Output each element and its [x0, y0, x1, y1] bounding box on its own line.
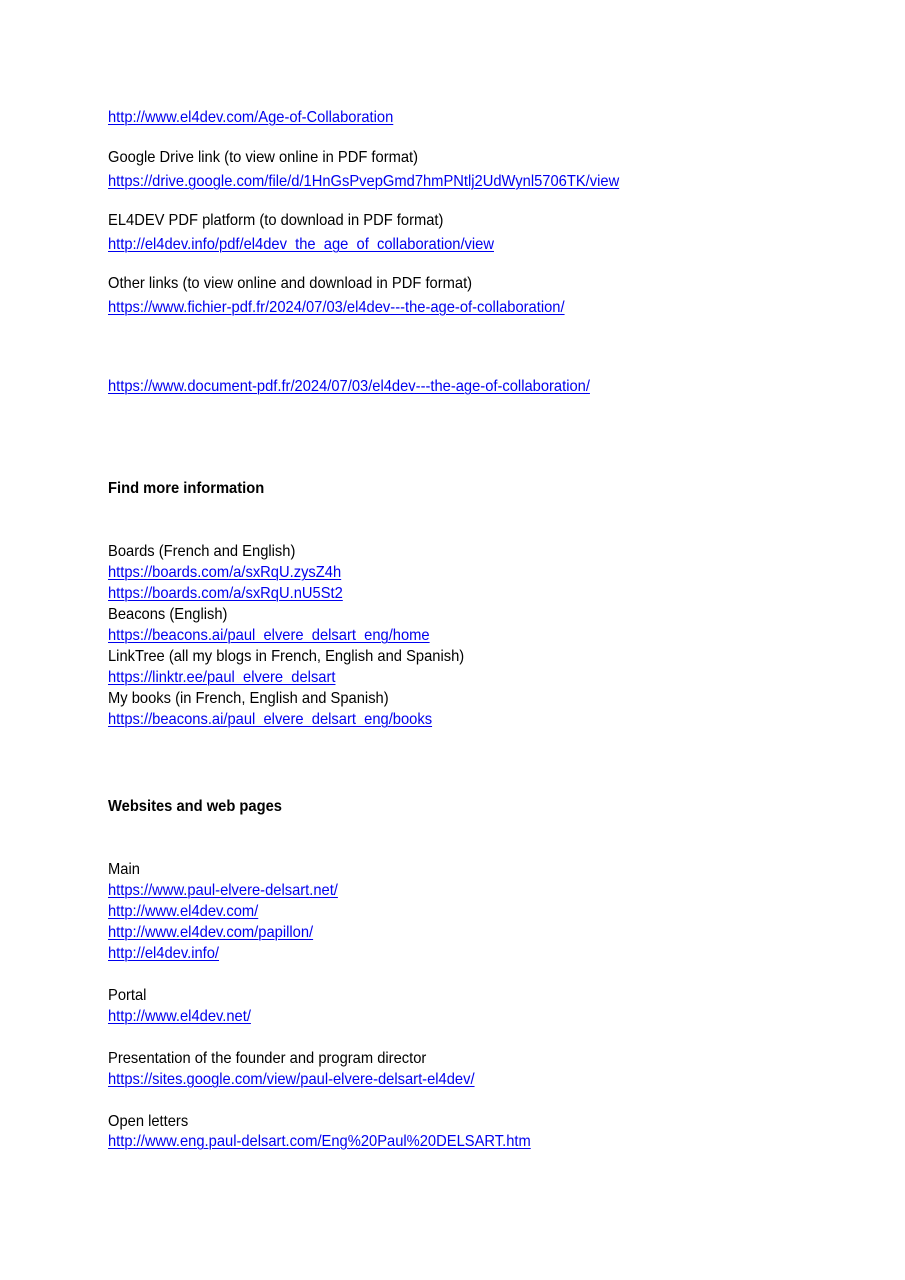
open-letters-link[interactable]: http://www.eng.paul-delsart.com/Eng%20Paul%20DELSART.htm	[108, 1133, 531, 1150]
portal-link[interactable]: http://www.el4dev.net/	[108, 1008, 251, 1025]
founder-link[interactable]: https://sites.google.com/view/paul-elvere-delsart-el4dev/	[108, 1071, 475, 1088]
boards-link-2[interactable]: https://boards.com/a/sxRqU.nU5St2	[108, 585, 343, 602]
google-drive-label: Google Drive link (to view online in PDF format)	[108, 149, 419, 166]
linktree-link[interactable]: https://linktr.ee/paul_elvere_delsart	[108, 669, 336, 686]
beacons-link[interactable]: https://beacons.ai/paul_elvere_delsart_eng/home	[108, 627, 430, 644]
books-link[interactable]: https://beacons.ai/paul_elvere_delsart_eng/books	[108, 711, 433, 728]
portal-label: Portal	[108, 987, 147, 1004]
websites-heading: Websites and web pages	[108, 798, 282, 815]
main-link-papillon[interactable]: http://www.el4dev.com/papillon/	[108, 924, 314, 941]
el4dev-platform-label: EL4DEV PDF platform (to download in PDF format)	[108, 212, 444, 229]
books-label: My books (in French, English and Spanish)	[108, 690, 389, 707]
el4dev-platform-link[interactable]: http://el4dev.info/pdf/el4dev_the_age_of_collaboration/view	[108, 236, 494, 253]
other-links-label: Other links (to view online and download in PDF format)	[108, 275, 473, 292]
linktree-label: LinkTree (all my blogs in French, English and Spanish)	[108, 648, 465, 665]
document-pdf-link[interactable]: https://www.document-pdf.fr/2024/07/03/el4dev---the-age-of-collaboration/	[108, 378, 590, 395]
boards-label: Boards (French and English)	[108, 543, 296, 560]
fichier-pdf-link[interactable]: https://www.fichier-pdf.fr/2024/07/03/el4dev---the-age-of-collaboration/	[108, 299, 565, 316]
find-more-heading: Find more information	[108, 480, 265, 497]
boards-link-1[interactable]: https://boards.com/a/sxRqU.zysZ4h	[108, 564, 342, 581]
main-link-el4dev-info[interactable]: http://el4dev.info/	[108, 945, 220, 962]
google-drive-link[interactable]: https://drive.google.com/file/d/1HnGsPvepGmd7hmPNtlj2UdWynl5706TK/view	[108, 173, 620, 190]
main-link-paul-elvere-delsart[interactable]: https://www.paul-elvere-delsart.net/	[108, 882, 338, 899]
open-letters-label: Open letters	[108, 1113, 189, 1130]
main-link-el4dev-com[interactable]: http://www.el4dev.com/	[108, 903, 259, 920]
main-label: Main	[108, 861, 140, 878]
age-of-collaboration-link[interactable]: http://www.el4dev.com/Age-of-Collaboration	[108, 109, 394, 126]
beacons-label: Beacons (English)	[108, 606, 228, 623]
founder-label: Presentation of the founder and program director	[108, 1050, 427, 1067]
